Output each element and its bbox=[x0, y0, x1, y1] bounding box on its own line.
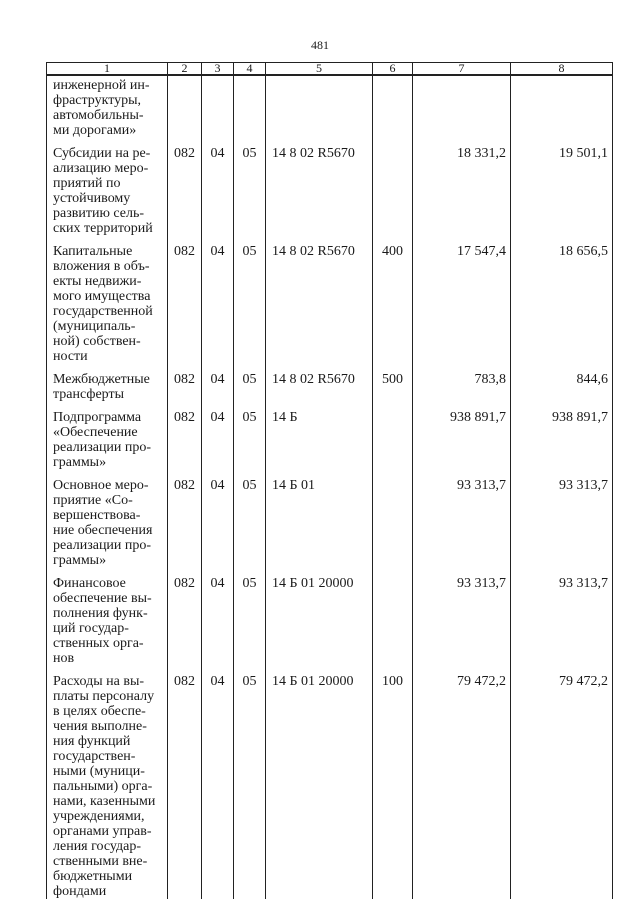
row-col-4: 05 bbox=[234, 364, 266, 402]
table-row bbox=[47, 568, 613, 666]
table-row bbox=[47, 666, 613, 899]
row-col-5 bbox=[266, 75, 373, 138]
header-col-1: 1 bbox=[47, 63, 168, 76]
row-name: Финансовое обеспечение вы- полнения функ- ций государ- ственных орга- нов bbox=[47, 568, 168, 666]
row-col-2: 082 bbox=[168, 470, 202, 568]
header-col-2: 2 bbox=[168, 63, 202, 76]
row-col-8: 93 313,7 bbox=[511, 470, 613, 568]
row-col-6: 400 bbox=[373, 236, 413, 364]
row-col-3: 04 bbox=[202, 402, 234, 470]
row-col-5: 14 Б 01 20000 bbox=[266, 666, 373, 899]
table-row bbox=[47, 75, 613, 138]
row-name: Капитальные вложения в объ- екты недвижи- мого имущества государственной (муниципаль- ной) собствен- ности bbox=[47, 236, 168, 364]
table-row bbox=[47, 138, 613, 236]
row-col-3 bbox=[202, 75, 234, 138]
header-col-7: 7 bbox=[413, 63, 511, 76]
row-col-6 bbox=[373, 568, 413, 666]
row-col-6 bbox=[373, 75, 413, 138]
row-col-5: 14 Б bbox=[266, 402, 373, 470]
row-col-4: 05 bbox=[234, 666, 266, 899]
header-col-5: 5 bbox=[266, 63, 373, 76]
header-col-6: 6 bbox=[373, 63, 413, 76]
row-col-7: 93 313,7 bbox=[413, 470, 511, 568]
row-col-8: 19 501,1 bbox=[511, 138, 613, 236]
row-col-7: 17 547,4 bbox=[413, 236, 511, 364]
row-col-8: 938 891,7 bbox=[511, 402, 613, 470]
table-row bbox=[47, 402, 613, 470]
row-col-2: 082 bbox=[168, 236, 202, 364]
row-col-7: 783,8 bbox=[413, 364, 511, 402]
page-number: 481 bbox=[311, 38, 329, 52]
row-col-6: 100 bbox=[373, 666, 413, 899]
row-col-4: 05 bbox=[234, 402, 266, 470]
row-col-8 bbox=[511, 75, 613, 138]
row-col-2: 082 bbox=[168, 138, 202, 236]
row-col-5: 14 8 02 R5670 bbox=[266, 236, 373, 364]
row-col-8: 93 313,7 bbox=[511, 568, 613, 666]
row-col-7: 18 331,2 bbox=[413, 138, 511, 236]
header-col-8: 8 bbox=[511, 63, 613, 76]
row-name: Основное меро- приятие «Со- вершенствова- ние обеспечения реализации про- граммы» bbox=[47, 470, 168, 568]
row-col-3: 04 bbox=[202, 568, 234, 666]
row-col-2: 082 bbox=[168, 402, 202, 470]
row-col-4: 05 bbox=[234, 236, 266, 364]
row-col-3: 04 bbox=[202, 236, 234, 364]
row-col-4: 05 bbox=[234, 568, 266, 666]
row-col-7: 93 313,7 bbox=[413, 568, 511, 666]
row-col-3: 04 bbox=[202, 470, 234, 568]
row-col-5: 14 8 02 R5670 bbox=[266, 138, 373, 236]
row-col-4 bbox=[234, 75, 266, 138]
row-col-2: 082 bbox=[168, 666, 202, 899]
table-row bbox=[47, 470, 613, 568]
header-row bbox=[47, 63, 613, 76]
row-col-4: 05 bbox=[234, 470, 266, 568]
row-col-2: 082 bbox=[168, 568, 202, 666]
row-col-3: 04 bbox=[202, 138, 234, 236]
row-col-6: 500 bbox=[373, 364, 413, 402]
row-col-3: 04 bbox=[202, 364, 234, 402]
row-col-5: 14 Б 01 20000 bbox=[266, 568, 373, 666]
row-col-2 bbox=[168, 75, 202, 138]
row-col-6 bbox=[373, 402, 413, 470]
row-col-3: 04 bbox=[202, 666, 234, 899]
row-col-6 bbox=[373, 138, 413, 236]
row-col-5: 14 Б 01 bbox=[266, 470, 373, 568]
header-col-3: 3 bbox=[202, 63, 234, 76]
row-name: инженерной ин- фраструктуры, автомобильны- ми дорогами» bbox=[47, 75, 168, 138]
row-col-7 bbox=[413, 75, 511, 138]
row-col-8: 844,6 bbox=[511, 364, 613, 402]
row-col-5: 14 8 02 R5670 bbox=[266, 364, 373, 402]
row-name: Подпрограмма «Обеспечение реализации про- граммы» bbox=[47, 402, 168, 470]
table-row bbox=[47, 236, 613, 364]
row-col-6 bbox=[373, 470, 413, 568]
row-col-4: 05 bbox=[234, 138, 266, 236]
row-col-7: 79 472,2 bbox=[413, 666, 511, 899]
row-col-8: 18 656,5 bbox=[511, 236, 613, 364]
row-col-7: 938 891,7 bbox=[413, 402, 511, 470]
row-name: Межбюджетные трансферты bbox=[47, 364, 168, 402]
row-col-2: 082 bbox=[168, 364, 202, 402]
row-name: Субсидии на ре- ализацию меро- приятий по устойчивому развитию сель- ских территорий bbox=[47, 138, 168, 236]
header-col-4: 4 bbox=[234, 63, 266, 76]
budget-table bbox=[46, 62, 613, 899]
table-row bbox=[47, 364, 613, 402]
row-col-8: 79 472,2 bbox=[511, 666, 613, 899]
row-name: Расходы на вы- платы персоналу в целях обеспе- чения выполне- ния функций государствен- ными (муници- пальными) орга- нами, казенными учреждениями, органами управ- ления государ- ственными вне- бюджетными фондами bbox=[47, 666, 168, 899]
